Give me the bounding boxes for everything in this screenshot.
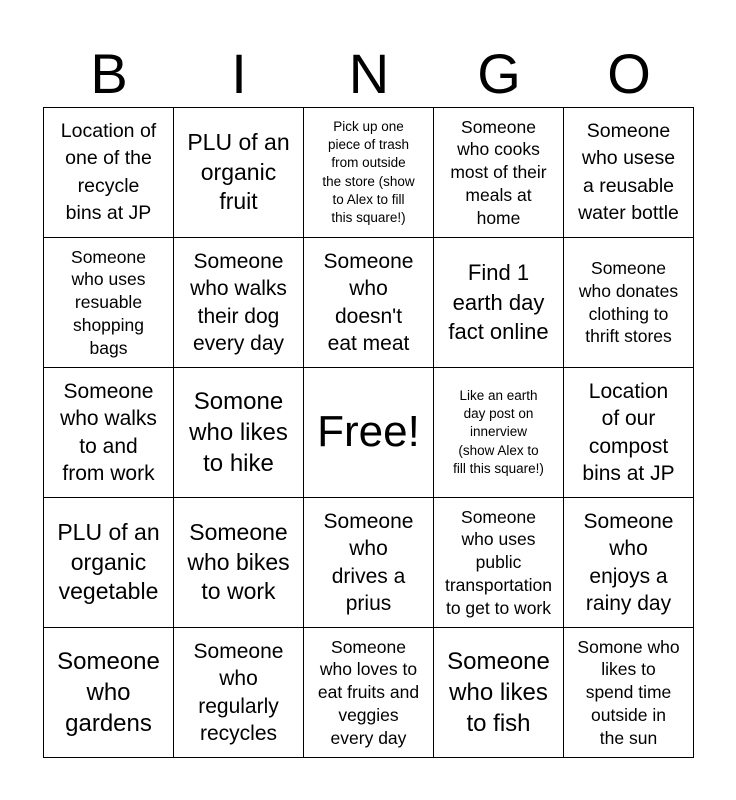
- header-letter-b: B: [90, 42, 128, 105]
- bingo-cell[interactable]: Someone who walks to and from work: [44, 368, 174, 498]
- bingo-cell[interactable]: Someone who drives a prius: [304, 498, 434, 628]
- bingo-cell[interactable]: Someone who loves to eat fruits and veggies every day: [304, 628, 434, 758]
- header-letter-n: N: [348, 42, 390, 105]
- bingo-cell[interactable]: Someone who donates clothing to thrift stores: [564, 238, 694, 368]
- bingo-cell[interactable]: Somone who likes to hike: [174, 368, 304, 498]
- bingo-cell[interactable]: Location of our compost bins at JP: [564, 368, 694, 498]
- bingo-board: [43, 107, 694, 758]
- bingo-cell[interactable]: Someone who gardens: [44, 628, 174, 758]
- header-letter-o: O: [607, 42, 651, 105]
- bingo-cell[interactable]: Someone who cooks most of their meals at home: [434, 108, 564, 238]
- bingo-cell[interactable]: PLU of an organic fruit: [174, 108, 304, 238]
- bingo-cell[interactable]: Someone who likes to fish: [434, 628, 564, 758]
- free-space-cell[interactable]: Free!: [304, 368, 434, 498]
- bingo-cell[interactable]: Somone who likes to spend time outside in the sun: [564, 628, 694, 758]
- bingo-cell[interactable]: Someone who regularly recycles: [174, 628, 304, 758]
- bingo-cell[interactable]: Someone who uses resuable shopping bags: [44, 238, 174, 368]
- header-letter-i: I: [231, 42, 247, 105]
- bingo-cell[interactable]: Someone who doesn't eat meat: [304, 238, 434, 368]
- header-letter-g: G: [477, 42, 521, 105]
- bingo-cell[interactable]: Someone who enjoys a rainy day: [564, 498, 694, 628]
- bingo-cell[interactable]: Like an earth day post on innerview (show Alex to fill this square!): [434, 368, 564, 498]
- bingo-cell[interactable]: Someone who walks their dog every day: [174, 238, 304, 368]
- bingo-cell[interactable]: Location of one of the recycle bins at JP: [44, 108, 174, 238]
- bingo-cell[interactable]: Someone who bikes to work: [174, 498, 304, 628]
- bingo-cell[interactable]: Pick up one piece of trash from outside the store (show to Alex to fill this square!): [304, 108, 434, 238]
- bingo-header: [44, 40, 694, 108]
- bingo-cell[interactable]: Someone who uses public transportation to get to work: [434, 498, 564, 628]
- bingo-cell[interactable]: Someone who usese a reusable water bottle: [564, 108, 694, 238]
- bingo-cell[interactable]: Find 1 earth day fact online: [434, 238, 564, 368]
- bingo-cell[interactable]: PLU of an organic vegetable: [44, 498, 174, 628]
